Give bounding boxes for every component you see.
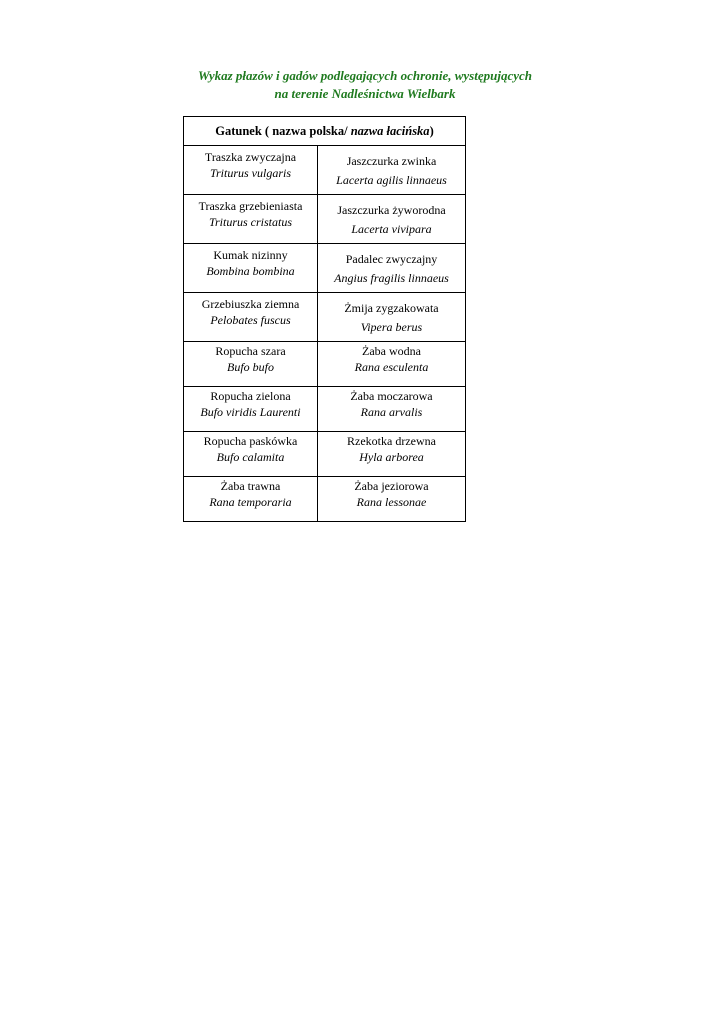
table-cell [318,195,466,244]
latin-name: Rana temporaria [209,495,292,509]
polish-name: Traszka zwyczajna [204,150,297,164]
polish-name: Żaba trawna [220,479,281,493]
title-line-1: Wykaz płazów i gadów podlegających ochronie, występujących [197,68,532,83]
title-line-2: na terenie Nadleśnictwa Wielbark [274,86,456,101]
latin-name: Bombina bombina [206,264,295,278]
polish-name: Padalec zwyczajny [345,252,438,266]
latin-name: Triturus cristatus [208,215,293,229]
table-cell [184,342,318,387]
header-suffix: ) [429,123,434,138]
table-cell [318,387,466,432]
latin-name: Bufo viridis Laurenti [200,405,301,419]
header-prefix: Gatunek ( nazwa polska/ [215,123,351,138]
latin-name: Bufo calamita [216,450,285,464]
table-row [184,477,466,522]
table-row [184,293,466,342]
polish-name: Ropucha zielona [210,389,291,403]
table-header-row [184,117,466,146]
table-cell [184,477,318,522]
polish-name: Żaba moczarowa [350,389,433,403]
latin-name: Lacerta vivipara [351,222,432,236]
table-cell [318,146,466,195]
latin-name: Angius fragilis linnaeus [334,271,449,285]
polish-name: Kumak nizinny [213,248,288,262]
table-cell [184,387,318,432]
table-cell [318,293,466,342]
latin-name: Vipera berus [360,320,423,334]
table-row [184,195,466,244]
latin-name: Bufo bufo [227,360,274,374]
polish-name: Jaszczurka żyworodna [337,203,446,217]
latin-name: Rana arvalis [360,405,423,419]
species-table [183,116,466,522]
latin-name: Pelobates fuscus [210,313,291,327]
table-cell [318,477,466,522]
table-cell [184,432,318,477]
table-row [184,244,466,293]
latin-name: Rana lessonae [356,495,427,509]
table-cell [318,244,466,293]
table-cell [184,195,318,244]
polish-name: Rzekotka drzewna [347,434,436,448]
table-cell [184,293,318,342]
polish-name: Jaszczurka zwinka [346,154,437,168]
polish-name: Grzebiuszka ziemna [201,297,300,311]
table-cell [184,244,318,293]
polish-name: Żaba jeziorowa [354,479,429,493]
table-row [184,432,466,477]
polish-name: Traszka grzebieniasta [198,199,303,213]
table-header [184,117,466,146]
table-row [184,387,466,432]
header-italic: nazwa łacińska [350,123,430,138]
polish-name: Żmija zygzakowata [344,301,439,315]
document-title [120,67,610,103]
latin-name: Lacerta agilis linnaeus [336,173,447,187]
table-cell [318,342,466,387]
polish-name: Żaba wodna [362,344,421,358]
latin-name: Hyla arborea [359,450,424,464]
table-row [184,342,466,387]
table-row [184,146,466,195]
table-cell [318,432,466,477]
table-cell [184,146,318,195]
polish-name: Ropucha szara [215,344,286,358]
latin-name: Rana esculenta [354,360,429,374]
latin-name: Triturus vulgaris [209,166,292,180]
polish-name: Ropucha paskówka [203,434,298,448]
